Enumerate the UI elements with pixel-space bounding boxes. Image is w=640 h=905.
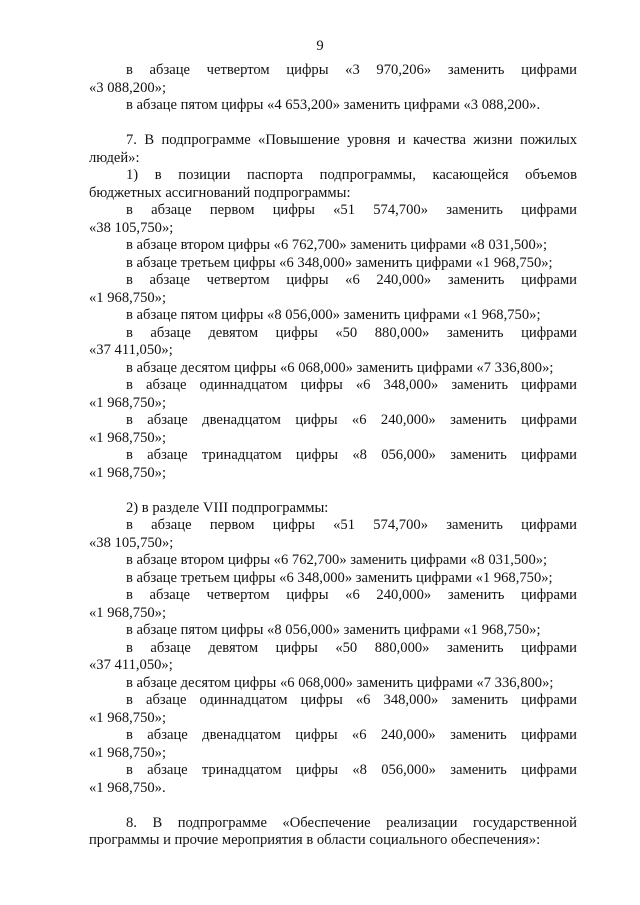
text-line: «1 968,750»; xyxy=(89,429,167,446)
text-line: в абзаце пятом цифры «8 056,000» заменить цифрами «1 968,750»; xyxy=(126,622,541,638)
text-line: в абзаце втором цифры «6 762,700» заменить цифрами «8 031,500»; xyxy=(126,552,548,568)
paragraph-gap xyxy=(89,797,577,815)
text-line: в абзаце десятом цифры «6 068,000» заменить цифрами «7 336,800»; xyxy=(126,359,554,376)
text-line: «1 968,750»; xyxy=(89,464,167,481)
paragraph-gap xyxy=(89,482,577,500)
text-line: в абзаце двенадцатом цифры «6 240,000» заменить цифрами xyxy=(126,412,577,428)
text-line: «37 411,050»; xyxy=(89,342,173,358)
text-line: в абзаце пятом цифры «8 056,000» заменить цифрами «1 968,750»; xyxy=(126,307,541,323)
text-line: в абзаце десятом цифры «6 068,000» заменить цифрами «7 336,800»; xyxy=(126,674,554,691)
text-line: 7. В подпрограмме «Повышение уровня и качества жизни пожилых xyxy=(126,132,577,148)
text-line: «1 968,750»; xyxy=(89,744,167,761)
text-line: «1 968,750»; xyxy=(89,394,167,411)
text-line: в абзаце четвертом цифры «3 970,206» заменить цифрами xyxy=(126,62,577,78)
text-line: «1 968,750»; xyxy=(89,709,167,726)
text-line: в абзаце тринадцатом цифры «8 056,000» заменить цифрами xyxy=(126,447,577,463)
text-line: бюджетных ассигнований подпрограммы: xyxy=(89,184,351,201)
text-line: в абзаце третьем цифры «6 348,000» заменить цифрами «1 968,750»; xyxy=(126,254,553,271)
text-line: «37 411,050»; xyxy=(89,657,173,673)
text-line: в абзаце одиннадцатом цифры «6 348,000» заменить цифрами xyxy=(126,692,577,708)
document-body xyxy=(89,62,577,850)
text-line: программы и прочие мероприятия в области социального обеспечения»: xyxy=(89,832,541,848)
text-line: «1 968,750»; xyxy=(89,604,167,621)
text-line: в абзаце двенадцатом цифры «6 240,000» заменить цифрами xyxy=(126,727,577,743)
text-line: в абзаце девятом цифры «50 880,000» заменить цифрами xyxy=(126,324,577,341)
text-line: 1) в позиции паспорта подпрограммы, касающейся объемов xyxy=(126,167,577,183)
text-line: в абзаце пятом цифры «4 653,200» заменить цифрами «3 088,200». xyxy=(126,97,541,113)
text-line: «1 968,750»; xyxy=(89,289,167,306)
text-line: «38 105,750»; xyxy=(89,534,174,551)
page-number: 9 xyxy=(316,38,324,54)
text-line: в абзаце первом цифры «51 574,700» заменить цифрами xyxy=(126,202,577,218)
text-line: «1 968,750». xyxy=(89,779,166,796)
text-line: в абзаце девятом цифры «50 880,000» заменить цифрами xyxy=(126,639,577,656)
text-line: людей»: xyxy=(89,149,140,166)
text-line: в абзаце четвертом цифры «6 240,000» заменить цифрами xyxy=(126,587,577,603)
text-line: в абзаце тринадцатом цифры «8 056,000» заменить цифрами xyxy=(126,762,577,778)
text-line: 8. В подпрограмме «Обеспечение реализации государственной xyxy=(126,814,577,831)
text-line: 2) в разделе VIII подпрограммы: xyxy=(126,499,329,516)
text-line: в абзаце четвертом цифры «6 240,000» заменить цифрами xyxy=(126,272,577,288)
text-line: «38 105,750»; xyxy=(89,219,174,236)
text-line: «3 088,200»; xyxy=(89,79,167,96)
paragraph-gap xyxy=(89,115,577,133)
text-line: в абзаце втором цифры «6 762,700» заменить цифрами «8 031,500»; xyxy=(126,237,548,253)
text-line: в абзаце первом цифры «51 574,700» заменить цифрами xyxy=(126,517,577,533)
text-line: в абзаце одиннадцатом цифры «6 348,000» заменить цифрами xyxy=(126,377,577,393)
text-line: в абзаце третьем цифры «6 348,000» заменить цифрами «1 968,750»; xyxy=(126,569,553,586)
